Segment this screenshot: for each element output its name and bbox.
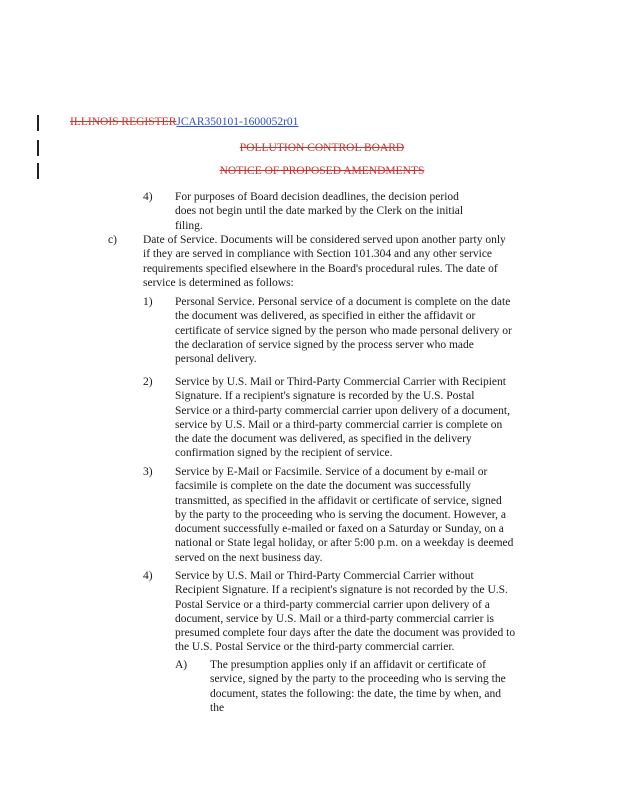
item-c-label: c) bbox=[108, 234, 117, 246]
item-b4-label: 4) bbox=[143, 191, 153, 203]
register-header bbox=[70, 116, 298, 128]
item-c2-text: Service by U.S. Mail or Third-Party Commercial Carrier with Recipient Signature. If a recipient's signature is recorded by the U.S. Postal Service or a third-party commercial carrier upon delivery of a document, service by U.S. Mail or a third-party commercial carrier is complete on the date the document was delivered, as specified in the delivery confirmation signed by the recipient of service. bbox=[175, 376, 510, 460]
item-c1-text: Personal Service. Personal service of a document is complete on the date the document was delivered, as specified in either the affidavit or certificate of service signed by the person who made personal delivery or the declaration of service signed by the process server who made personal delivery. bbox=[175, 296, 512, 366]
item-c4A-label: A) bbox=[175, 659, 188, 671]
notice-title bbox=[0, 165, 644, 177]
item-b4-text: For purposes of Board decision deadlines, the decision period does not begin until the date marked by the Clerk on the initial filing. bbox=[175, 191, 464, 232]
item-c4-label: 4) bbox=[143, 570, 153, 582]
item-c4A-text: The presumption applies only if an affidavit or certificate of service, signed by the party to the proceeding who is serving the document, states the following: the date, the time by when, and the bbox=[210, 659, 506, 714]
item-c2-label: 2) bbox=[143, 376, 153, 388]
item-c3-text: Service by E-Mail or Facsimile. Service of a document by e-mail or facsimile is complete on the date the document was successfully transmitted, as specified in the affidavit or certificate of service, signed by the party to the proceeding who is serving the document. However, a document successfully e-mailed or faxed on a Saturday or Sunday, on a national or State legal holiday, or after 5:00 p.m. on a weekday is deemed served on the next business day. bbox=[175, 466, 514, 564]
register-struck-text: ILLINOIS REGISTER bbox=[70, 116, 177, 128]
board-title-text: POLLUTION CONTROL BOARD bbox=[239, 142, 405, 154]
item-c4-text: Service by U.S. Mail or Third-Party Commercial Carrier without Recipient Signature. If a recipient's signature is not recorded by the U.S. Postal Service or a third-party commercial carrier upon delivery of a document, service by U.S. Mail or a third-party commercial carrier is presumed complete four days after the date the document was provided to the U.S. Postal Service or the third-party commercial carrier. bbox=[175, 570, 516, 654]
register-inserted-text: JCAR350101-1600052r01 bbox=[176, 116, 299, 128]
change-bar-register bbox=[37, 115, 39, 131]
board-title bbox=[0, 142, 644, 154]
item-c1-label: 1) bbox=[143, 296, 153, 308]
item-c3-label: 3) bbox=[143, 466, 153, 478]
notice-title-text: NOTICE OF PROPOSED AMENDMENTS bbox=[219, 165, 425, 177]
item-c-text: Date of Service. Documents will be considered served upon another party only if they are served in compliance with Section 101.304 and any other service requirements specified elsewhere in the Board's procedural rules. The date of service is determined as follows: bbox=[143, 234, 506, 289]
